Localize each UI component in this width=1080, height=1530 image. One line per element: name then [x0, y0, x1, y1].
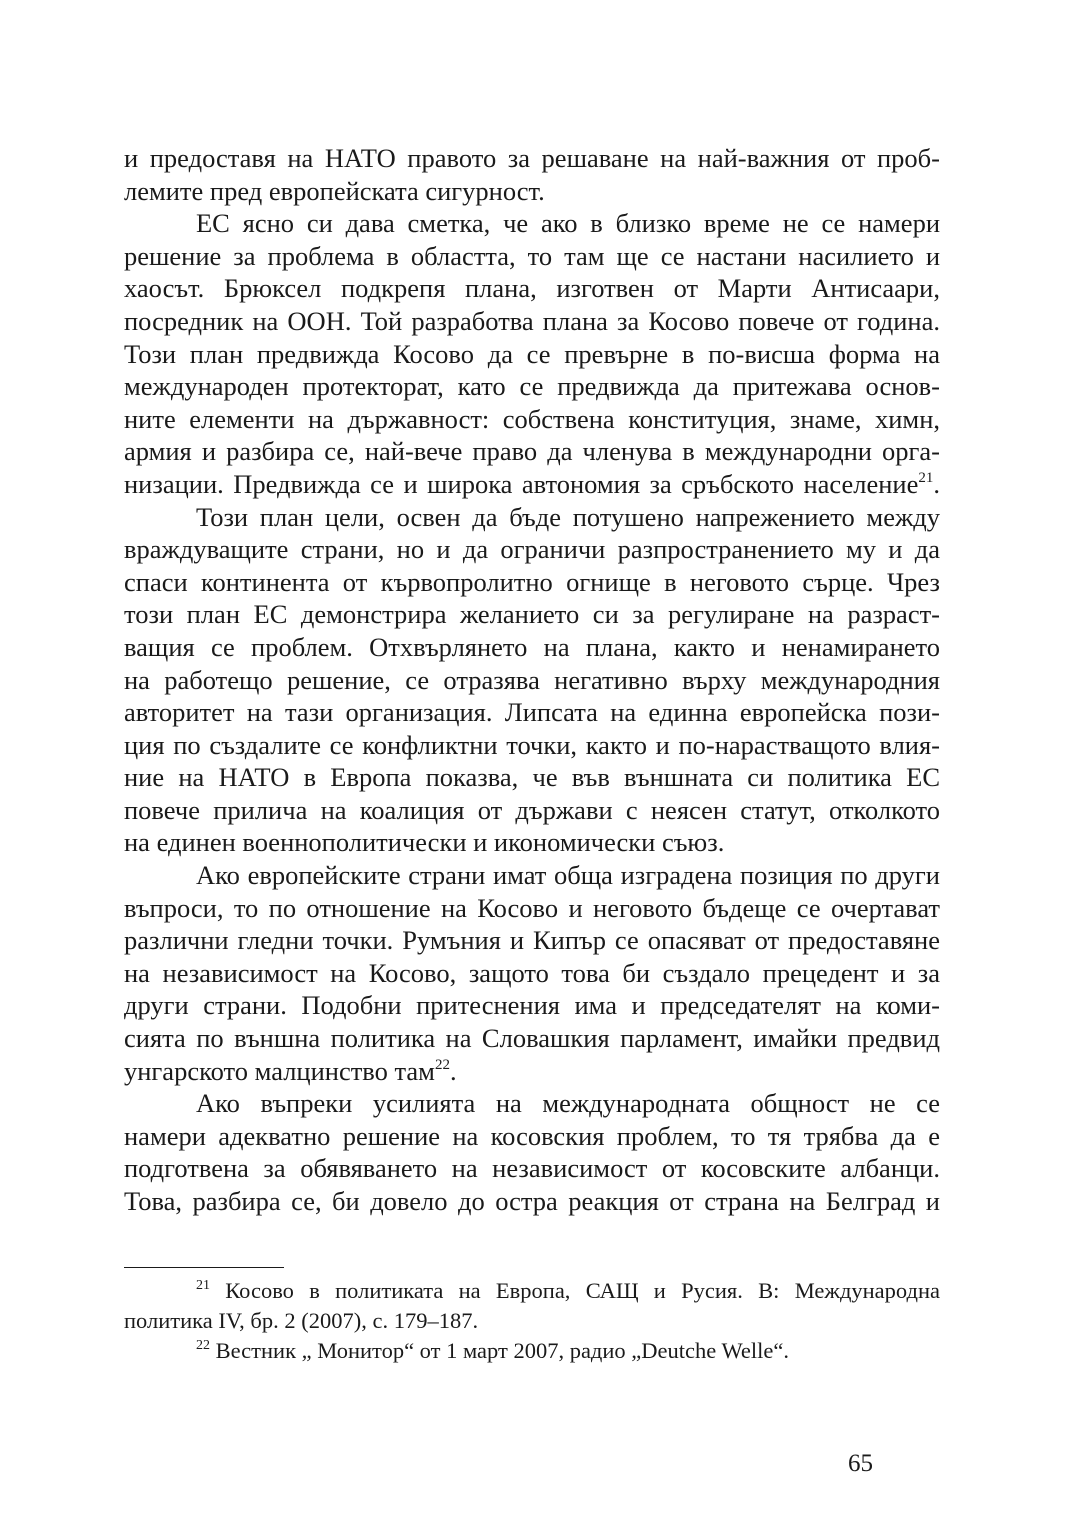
footnote-mark-21: 21: [196, 1278, 210, 1293]
text-line: подготвена за обявяването на независимост от косовските албанци.: [124, 1153, 940, 1184]
paragraph-independence: [124, 1120, 940, 1153]
text-line: въпроси, то по отношение на Косово и неговото бъдеще се очертават: [124, 892, 940, 923]
paragraph-eu-plan: [124, 370, 940, 403]
paragraph-plan-goals: [124, 729, 940, 762]
text-line: враждуващите страни, но и да ограничи разпространението му и да: [124, 534, 940, 565]
text-line: армия и разбира се, най-вече право да членува в международни орга-: [124, 436, 940, 467]
footnote-21-continuation: [124, 1306, 940, 1336]
text-line: ЕС ясно си дава сметка, че ако в близко време не се намери: [196, 208, 940, 239]
text-line: лемите пред европейската сигурност.: [124, 175, 545, 206]
footnote-mark-22: 22: [196, 1338, 210, 1353]
paragraph-eu-plan: [124, 338, 940, 371]
footnotes: [124, 1276, 940, 1366]
text-line: Това, разбира се, би довело до остра реакция от страна на Белград и: [124, 1186, 940, 1216]
text-line: различни гледни точки. Румъния и Кипър се опасяват от предоставяне: [124, 925, 940, 956]
paragraph-plan-goals: [124, 533, 940, 566]
paragraph-plan-goals: [124, 664, 940, 697]
footnote-21-text-end: политика IV, бр. 2 (2007), с. 179–187.: [124, 1308, 479, 1333]
paragraph-eu-plan: [124, 468, 940, 501]
text-line: на независимост на Косово, защото това би създало прецедент и за: [124, 957, 940, 988]
paragraph-positions: [124, 924, 940, 957]
body-text: [124, 142, 940, 1218]
text-line: Този план предвижда Косово да се превърне в по-висша форма на: [124, 338, 940, 369]
paragraph-continuation: [124, 142, 940, 175]
footnote-21: [124, 1276, 940, 1306]
text-line: спаси континента от кървопролитно огнище в неговото сърце. Чрез: [124, 566, 940, 597]
paragraph-independence: [124, 1185, 940, 1218]
text-line: ните елементи на държавност: собствена конституция, знаме, химн,: [124, 403, 940, 434]
text-line: авторитет на тази организация. Липсата на единна европейска пози-: [124, 697, 940, 728]
text-line: международен протекторат, като се предвижда да притежава основ-: [124, 371, 940, 402]
text-line: решение за проблема в областта, то там ще се настани насилието и: [124, 240, 940, 271]
text-line: хаосът. Брюксел подкрепя плана, изготвен от Марти Антисаари,: [124, 273, 940, 304]
paragraph-independence: [124, 1087, 940, 1120]
paragraph-positions: [124, 859, 940, 892]
text-line: ция по създалите се конфликтни точки, както и по-нарастващото влия-: [124, 729, 940, 760]
paragraph-continuation-end: [124, 175, 940, 208]
footnote-21-text: Косово в политиката на Европа, САЩ и Русия. В: Международна: [210, 1278, 940, 1303]
text-line: Този план цели, освен да бъде потушено напрежението между: [196, 501, 940, 532]
paragraph-independence: [124, 1152, 940, 1185]
text-line: сията по външна политика на Словашкия парламент, имайки предвид: [124, 1023, 940, 1054]
paragraph-positions: [124, 989, 940, 1022]
paragraph-positions: [124, 1055, 940, 1088]
footnote-reference-21[interactable]: 21: [918, 469, 934, 486]
text-line: повече прилича на коалиция от държави с неясен статут, отколкото: [124, 794, 940, 825]
paragraph-plan-goals: [124, 794, 940, 827]
paragraph-positions: [124, 1022, 940, 1055]
text-line: на единен военнополитически и икономически съюз.: [124, 827, 725, 858]
text-line: Ако европейските страни имат обща изградена позиция по други: [196, 860, 940, 891]
text-line-end: .: [449, 1055, 457, 1086]
footnote-22-text: Вестник „ Монитор“ от 1 март 2007, радио „Deutche Welle“.: [210, 1338, 789, 1363]
paragraph-plan-goals: [124, 826, 940, 859]
paragraph-positions: [124, 892, 940, 925]
paragraph-plan-goals: [124, 761, 940, 794]
paragraph-eu-plan: [124, 207, 940, 240]
text-line: низации. Предвижда се и широка автономия за сръбското население: [124, 468, 919, 499]
paragraph-eu-plan: [124, 305, 940, 338]
paragraph-positions: [124, 957, 940, 990]
paragraph-plan-goals: [124, 696, 940, 729]
text-line: ние на НАТО в Европа показва, че във външната си политика ЕС: [124, 762, 940, 793]
footnote-reference-22[interactable]: 22: [434, 1056, 450, 1073]
text-line: и предоставя на НАТО правото за решаване на най-важния от проб-: [124, 143, 940, 173]
paragraph-eu-plan: [124, 272, 940, 305]
paragraph-eu-plan: [124, 403, 940, 436]
text-line: Ако въпреки усилията на международната общност не се: [196, 1088, 940, 1119]
paragraph-plan-goals: [124, 598, 940, 631]
text-line: този план ЕС демонстрира желанието си за регулиране на разраст-: [124, 599, 940, 630]
text-line: на работещо решение, се отразява негативно върху международния: [124, 664, 940, 695]
text-line-end: .: [933, 468, 940, 499]
paragraph-eu-plan: [124, 435, 940, 468]
footnote-22: [124, 1336, 940, 1366]
paragraph-eu-plan: [124, 240, 940, 273]
text-line: ващия се проблем. Отхвърлянето на плана, както и ненамирането: [124, 631, 940, 662]
paragraph-plan-goals: [124, 631, 940, 664]
text-line: посредник на ООН. Той разработва плана за Косово повече от година.: [124, 305, 940, 336]
page-number: 65: [848, 1450, 873, 1477]
text-line: намери адекватно решение на косовския проблем, то тя трябва да е: [124, 1120, 940, 1151]
text-line: унгарското малцинство там: [124, 1055, 435, 1086]
paragraph-plan-goals: [124, 566, 940, 599]
text-line: други страни. Подобни притеснения има и председателят на коми-: [124, 990, 940, 1021]
paragraph-plan-goals: [124, 501, 940, 534]
footnote-separator: [124, 1267, 284, 1268]
